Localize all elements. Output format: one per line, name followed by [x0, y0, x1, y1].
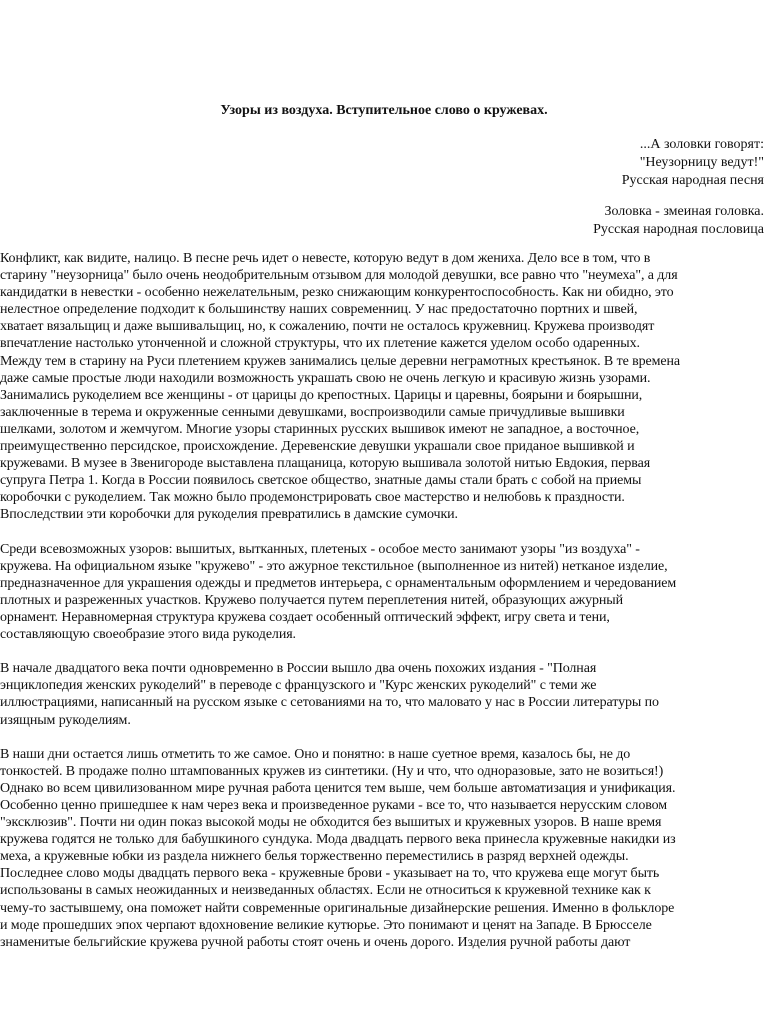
epigraph-line: "Неузорницу ведут!" [639, 155, 764, 170]
paragraph-line: шелками, золотом и жемчугом. Многие узоры старинных русских вышивок имеют не западное, а восточное, [0, 421, 640, 437]
paragraph-gap [0, 729, 768, 746]
paragraph-line: Впоследствии эти коробочки для рукоделия превратились в дамские сумочки. [0, 507, 458, 523]
paragraph-line: супруга Петра 1. Когда в России появилось светское общество, знатные дамы стали брать с собой на приемы [0, 473, 642, 489]
epigraph-line: Золовка - змеиная головка. [604, 204, 764, 219]
paragraph-line: кандидатки в невестки - особенно нежелательным, резко снижающим конкурентоспособность. Как ни обидно, это [0, 285, 674, 301]
paragraph-line: хватает вязальщиц и даже вышивальщиц, но, к сожалению, почти не осталось кружевниц. Кружева производят [0, 319, 655, 335]
paragraph [0, 250, 768, 524]
paragraph-gap [0, 524, 768, 541]
paragraph-line: Занимались рукоделием все женщины - от царицы до крепостных. Царицы и царевны, боярыни и боярышни, [0, 387, 643, 403]
paragraph-line: плотных и разреженных участков. Кружево получается путем переплетения нитей, образующих ажурный [0, 592, 623, 608]
paragraph-line: иллюстрациями, написанный на русском языке с сетованиями на то, что маловато у нас в России литературы по [0, 695, 659, 711]
paragraph-line: составляющую своеобразие этого вида рукоделия. [0, 627, 296, 643]
paragraph-line: и моде прошедших эпох черпают вдохновение великие кутюрье. Это понимают и ценят на Западе. В Брюсселе [0, 917, 652, 933]
paragraph-line: чему-то застывшему, она поможет найти современные оригинальные дизайнерские решения. Именно в фольклоре [0, 900, 675, 916]
paragraph-line: преимущественно персидское, происхождение. Деревенские девушки украшали свое приданое вышивкой и [0, 439, 635, 455]
paragraph-gap [0, 643, 768, 660]
paragraph-line: коробочки с рукоделием. Так можно было продемонстрировать свое мастерство и нелюбовь к праздности. [0, 490, 625, 506]
paragraph-line: Особенно ценно пришедшее к нам через века и произведенное руками - все то, что называется нерусским словом [0, 798, 668, 813]
paragraph-line: меха, а кружевные юбки из раздела нижнего белья торжественно переместились в разряд верхней одежды. [0, 849, 629, 865]
paragraph-line: использованы в самых неожиданных и неизведанных областях. Если не относиться к кружевной технике как к [0, 883, 651, 899]
paragraph-line: В наши дни остается лишь отметить то же самое. Оно и понятно: в наше суетное время, казалось бы, не до [0, 746, 631, 762]
epigraph-source: Русская народная песня [621, 173, 764, 188]
epigraph-proverb [364, 203, 764, 239]
paragraph-line: тонкостей. В продаже полно штампованных кружев из синтетики. (Ну и что, что одноразовые, зато не возиться!) [0, 763, 664, 779]
epigraph-song [364, 136, 764, 190]
paragraph [0, 541, 768, 644]
paragraph-line: впечатление настолько утонченной и сложной структуры, что их плетение кажется уделом особо одаренных. [0, 336, 640, 352]
paragraph-line: В начале двадцатого века почти одновременно в России вышло два очень похожих издания - "Полная [0, 661, 597, 677]
paragraph [0, 660, 768, 728]
epigraph-line: ...А золовки говорят: [639, 137, 764, 152]
paragraph-line: заключенные в терема и окруженные сенными девушками, воспроизводили самые причудливые вышивки [0, 404, 625, 420]
paragraph-line: кружевами. В музее в Звенигороде выставлена плащаница, которую вышивала золотой нитью Евдокия, первая [0, 456, 651, 472]
paragraph-line: Между тем в старину на Руси плетением кружев занимались целые деревни неграмотных крестьянок. В те времена [0, 353, 681, 369]
page-title: Узоры из воздуха. Вступительное слово о кружевах. [220, 103, 548, 118]
paragraph-line: даже самые простые люди находили возможность украшать свою не очень легкую и красивую жизнь узорами. [0, 370, 651, 386]
paragraph-line: "эксклюзив". Почти ни один показ высокой моды не обходится без вышитых и кружевных узоров. В наше время [0, 815, 662, 831]
paragraph-line: кружева годятся не только для бабушкиного сундука. Мода двадцать первого века принесла кружевные накидки из [0, 832, 676, 848]
paragraph-line: орнамент. Неравномерная структура кружева создает особенный оптический эффект, игру света и тени, [0, 609, 610, 625]
paragraph-line: Однако во всем цивилизованном мире ручная работа ценится тем выше, чем больше автоматизация и унификация. [0, 780, 676, 796]
paragraph [0, 746, 768, 951]
epigraph-source: Русская народная пословица [593, 222, 764, 237]
paragraph-line: старину "неузорница" было очень неодобрительным отзывом для молодой девушки, все равно что "неумеха", а для [0, 268, 678, 284]
article-body [0, 250, 768, 951]
paragraph-line: предназначенное для украшения одежды и предметов интерьера, с орнаментальным оформлением и чередованием [0, 575, 677, 591]
paragraph-line: кружева. На официальном языке "кружево" - это ажурное текстильное (выполненное из нитей) нетканое изделие, [0, 558, 668, 574]
paragraph-line: энциклопедия женских рукоделий" в переводе с французского и "Курс женских рукоделий" с теми же [0, 678, 597, 694]
paragraph-line: Конфликт, как видите, налицо. В песне речь идет о невесте, которую ведут в дом жениха. Дело все в том, что в [0, 251, 651, 266]
paragraph-line: Среди всевозможных узоров: вышитых, вытканных, плетеных - особое место занимают узоры "из воздуха" - [0, 541, 640, 557]
paragraph-line: знаменитые бельгийские кружева ручной работы стоят очень и очень дорого. Изделия ручной работы дают [0, 934, 631, 950]
paragraph-line: нелестное определение подходит к большинству наших современниц. У нас предостаточно портних и швей, [0, 302, 638, 318]
paragraph-line: Последнее слово моды двадцать первого века - кружевные брови - указывает на то, что кружева еще могут быть [0, 866, 660, 882]
paragraph-line: изящным рукоделиям. [0, 712, 131, 728]
